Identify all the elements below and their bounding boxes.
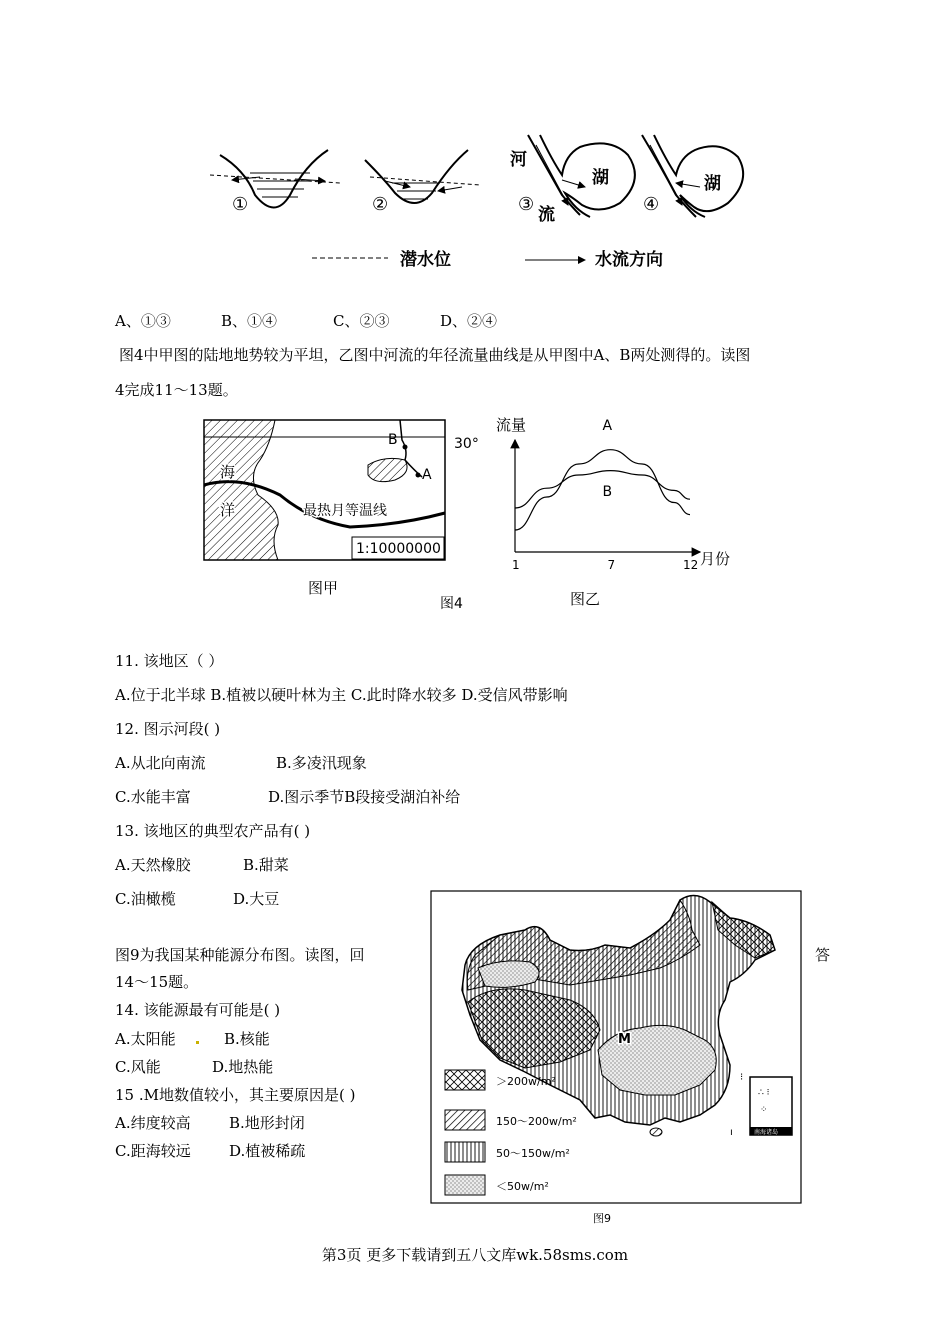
fig9-caption: 图9	[593, 1212, 611, 1225]
svg-text:∴ ⁝: ∴ ⁝	[758, 1088, 770, 1098]
q15-option-d: D.植被稀疏	[229, 1142, 306, 1160]
arrow-legend-label: 水流方向	[595, 250, 663, 270]
legend-box-3	[445, 1142, 485, 1162]
caption-jia: 图甲	[308, 579, 339, 597]
q13-stem: 13. 该地区的典型农产品有( )	[115, 822, 311, 840]
q11-stem: 11. 该地区（ ）	[115, 652, 224, 670]
groundwater-figure	[200, 125, 760, 275]
caption-yi: 图乙	[570, 590, 601, 608]
isotherm-label: 最热月等温线	[303, 503, 387, 519]
q13-option-d: D.大豆	[233, 890, 280, 908]
option-c: C、②③	[333, 312, 390, 330]
south-sea-inset	[750, 1077, 792, 1135]
lake-char-3: 湖	[592, 168, 609, 188]
q15-stem: 15 .M地数值较小，其主要原因是( )	[115, 1086, 356, 1104]
legend-label-4: ＜50w/m²	[496, 1180, 549, 1193]
q12-option-d: D.图示季节B段接受湖泊补给	[268, 788, 461, 806]
legend-box-2	[445, 1110, 485, 1130]
option-b: B、①④	[221, 312, 278, 330]
legend-box-1	[445, 1070, 485, 1090]
legend-label-1: ＞200w/m²	[496, 1075, 556, 1088]
x-tick-1: 1	[512, 558, 520, 572]
scale-label: 1:10000000	[356, 541, 441, 557]
lake-char-4: 湖	[704, 174, 721, 194]
label-1: ①	[232, 194, 249, 215]
chart-ylabel: 流量	[496, 416, 527, 434]
q14-option-b: B.核能	[224, 1030, 270, 1048]
label-4: ④	[643, 194, 660, 215]
q15-option-b: B.地形封闭	[229, 1114, 305, 1132]
q12-option-b: B.多凌汛现象	[276, 754, 367, 772]
region-under-50-west	[478, 961, 539, 987]
ocean-label-2: 洋	[220, 501, 236, 519]
q14-option-c: C.风能	[115, 1058, 161, 1076]
yellow-dot-mark	[196, 1041, 199, 1044]
q11-options: A.位于北半球 B.植被以硬叶林为主 C.此时降水较多 D.受信风带影响	[115, 686, 568, 704]
chart-xlabel: 月份	[700, 550, 731, 568]
point-b-label: B	[388, 432, 398, 448]
fig9-intro-right: 答	[815, 946, 831, 964]
fig4-intro-line2: 4完成11～13题。	[115, 381, 238, 399]
q14-option-a: A.太阳能	[115, 1030, 176, 1048]
q15-option-a: A.纬度较高	[115, 1114, 191, 1132]
page-footer: 第3页 更多下载请到五八文库wk.58sms.com	[321, 1246, 629, 1264]
q12-stem: 12. 图示河段( )	[115, 720, 221, 738]
river-char-1: 河	[510, 150, 527, 170]
point-a-label: A	[422, 467, 432, 483]
lake	[368, 458, 407, 481]
q12-option-a: A.从北向南流	[115, 754, 206, 772]
fig4-map	[200, 415, 450, 600]
q13-option-b: B.甜菜	[243, 856, 289, 874]
legend-box-4	[445, 1175, 485, 1195]
svg-text:⁘: ⁘	[760, 1105, 768, 1115]
energy-distribution-map	[430, 890, 802, 1230]
q14-option-d: D.地热能	[212, 1058, 274, 1076]
m-label: M	[618, 1032, 631, 1047]
q15-option-c: C.距海较远	[115, 1142, 191, 1160]
series-label-b: B	[602, 484, 613, 500]
series-label-a: A	[602, 418, 613, 434]
inset-label: 南海诸岛	[754, 1129, 779, 1136]
svg-text:ı: ı	[730, 1127, 733, 1138]
legend-label-2: 150～200w/m²	[496, 1115, 577, 1128]
fig9-intro-left: 图9为我国某种能源分布图。读图，回	[115, 946, 365, 964]
legend-label-3: 50～150w/m²	[496, 1147, 570, 1160]
q13-option-a: A.天然橡胶	[115, 856, 191, 874]
option-a: A、①③	[115, 312, 171, 330]
river-char-2: 流	[538, 205, 555, 225]
fig4-intro-line1: 图4中甲图的陆地地势较为平坦，乙图中河流的年径流量曲线是从甲图中A、B两处测得的。读图	[119, 346, 751, 364]
x-tick-12: 12	[683, 558, 699, 572]
ocean-label-1: 海	[220, 463, 236, 481]
label-2: ②	[372, 194, 389, 215]
label-3: ③	[518, 194, 535, 215]
dash-legend-label: 潜水位	[400, 250, 451, 270]
runoff-chart	[490, 412, 740, 577]
svg-text:⁝: ⁝	[740, 1072, 744, 1083]
fig9-intro-line2: 14～15题。	[115, 973, 199, 991]
valley-diagram-1	[210, 150, 340, 208]
latitude-30: 30°	[454, 436, 479, 452]
q13-option-c: C.油橄榄	[115, 890, 176, 908]
q12-option-c: C.水能丰富	[115, 788, 191, 806]
x-tick-7: 7	[607, 558, 616, 572]
caption-fig4: 图4	[440, 596, 463, 612]
q14-stem: 14. 该能源最有可能是( )	[115, 1001, 281, 1019]
option-d: D、②④	[440, 312, 498, 330]
